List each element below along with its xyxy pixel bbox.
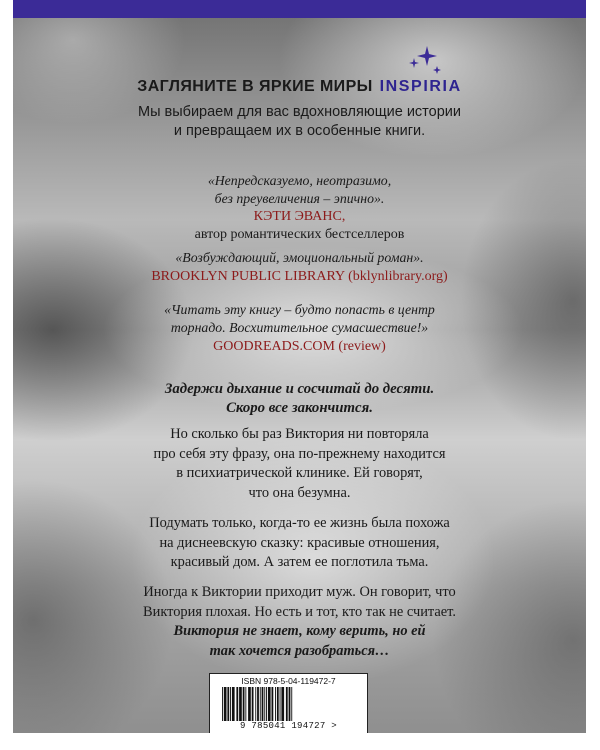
quote-line: «Возбуждающий, эмоциональный роман». [175,250,424,265]
lead-line: Скоро все закончится. [226,400,373,416]
tagline-line: и превращаем их в особенные книги. [173,123,426,139]
paragraph-line: в психиатрической клинике. Ей говорят, [176,465,423,481]
emphasis-line: так хочется разобраться… [209,642,390,659]
publisher-tagline [13,103,586,141]
paragraph-line: на диснеевскую сказку: красивые отношения, [159,534,440,551]
isbn-label: ISBN 978-5-04-119472-7 [241,676,336,686]
paragraph-line: про себя эту фразу, она по-прежнему находится [153,445,446,462]
author-name: КЭТИ ЭВАНС, [253,209,346,224]
quote-line: «Читать эту книгу – будто попасть в центр [164,302,435,317]
barcode-digits: 9 785041 194727 > [240,721,337,731]
paragraph-line: Но сколько бы раз Виктория ни повторяла [170,426,429,442]
description-paragraph-1 [13,425,586,503]
blurb-author-2 [13,268,586,286]
blurb-quote-2 [13,249,586,267]
paragraph-line: что она безумна. [248,484,351,501]
paragraph-line: Виктория плохая. Но есть и тот, кто так не считает. [143,603,456,620]
quote-line: без преувеличения – эпично». [214,191,385,206]
paragraph-line: Иногда к Виктории приходит муж. Он говорит, что [143,584,456,600]
lead-text [13,380,586,418]
lead-line: Задержи дыхание и сосчитай до десяти. [164,381,435,397]
emphasis-line: Виктория не знает, кому верить, но ей [173,623,426,639]
sparkle-stars-icon [403,44,443,76]
description-paragraph-3 [13,583,586,661]
publisher-heading [13,78,586,96]
description-paragraph-2 [13,514,586,573]
blurb-author-1 [13,208,586,244]
author-name: BROOKLYN PUBLIC LIBRARY (bklynlibrary.org) [151,269,448,284]
isbn-barcode [209,673,368,733]
top-color-band [13,0,586,18]
barcode-bars-icon [220,687,357,721]
author-role: автор романтических бестселлеров [194,227,405,242]
inspiria-logo: INSPIRIA [379,78,462,95]
blurb-author-3 [13,338,586,356]
author-name: GOODREADS.COM (review) [213,339,386,354]
blurb-quote-3 [13,301,586,337]
quote-line: «Непредсказуемо, неотразимо, [207,173,392,188]
quote-line: торнадо. Восхитительное сумасшествие!» [170,320,429,335]
tagline-line: Мы выбираем для вас вдохновляющие истории [138,104,461,120]
brand-heading-text: ЗАГЛЯНИТЕ В ЯРКИЕ МИРЫ [137,78,373,95]
blurb-quote-1 [13,172,586,208]
paragraph-line: красивый дом. А затем ее поглотила тьма. [170,554,429,570]
paragraph-line: Подумать только, когда-то ее жизнь была похожа [149,515,450,531]
back-cover [13,0,586,733]
